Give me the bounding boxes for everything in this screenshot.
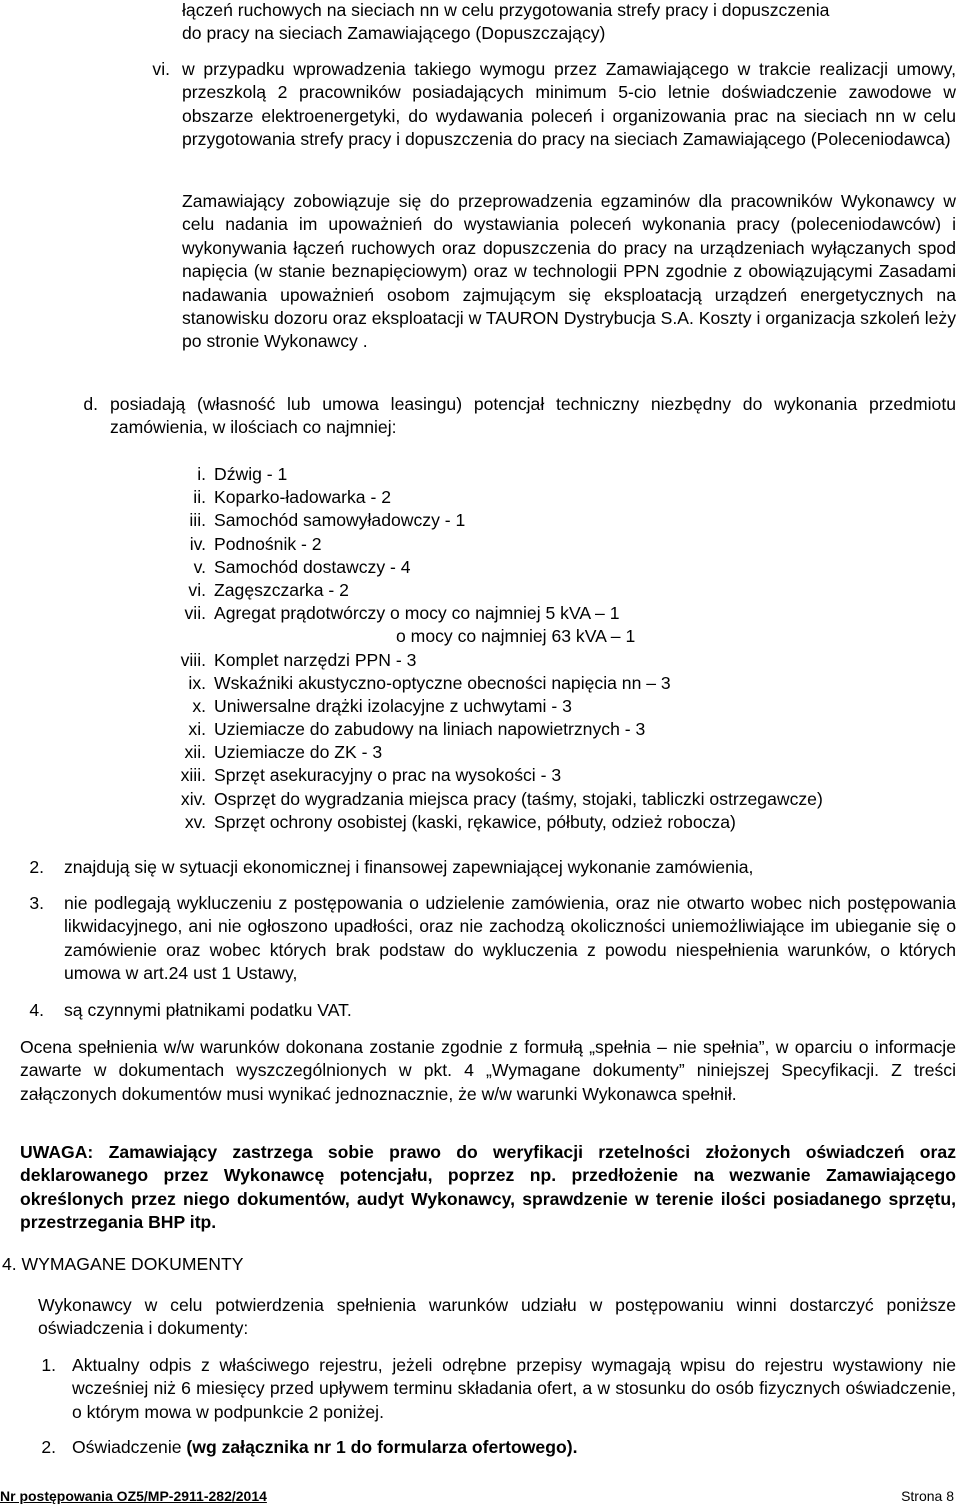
section-intro: Wykonawcy w celu potwierdzenia spełnienia warunków udziału w postępowaniu winni dostarczyć poniższe oświadczenia i dokumenty: <box>38 1295 956 1339</box>
condition-2-number: 2. <box>29 857 44 877</box>
condition-2-text: znajdują się w sytuacji ekonomicznej i finansowej zapewniającej wykonanie zamówienia, <box>64 857 754 877</box>
item-d-text: posiadają (własność lub umowa leasingu) potencjał techniczny niezbędny do wykonania przedmiotu zamówienia, w ilościach co najmniej: <box>110 394 956 438</box>
equipment-row-continuation: o mocy co najmniej 63 kVA – 1 <box>396 626 636 647</box>
document-2-text <box>72 1436 956 1459</box>
item-vi-text: w przypadku wprowadzenia takiego wymogu przez Zamawiającego w trakcie realizacji umowy, przeszkolą 2 pracowników posiadających minimum 5-cio letnie doświadczenie zawodowe w obszarze elektroenergetyki, do wydawania poleceń i organizowania prac na sieciach nn w celu przygotowania strefy pracy i dopuszczenia do pracy na sieciach Zamawiającego (Poleceniodawca) <box>182 59 956 150</box>
document-1-number: 1. <box>41 1355 56 1375</box>
item-vi-label: vi. <box>152 59 170 79</box>
equipment-row: xiii. Sprzęt asekuracyjny o prac na wysokości - 3 <box>180 765 562 786</box>
footer-page-number: Strona 8 <box>901 1488 954 1504</box>
equipment-row: viii. Komplet narzędzi PPN - 3 <box>180 649 417 670</box>
document-2-bold: (wg załącznika nr 1 do formularza ofertowego). <box>186 1437 578 1457</box>
assessment-paragraph: Ocena spełnienia w/w warunków dokonana zostanie zgodnie z formułą „spełnia – nie spełnia”, w oparciu o informacje zawarte w dokumentach wyszczególnionych w pkt. 4 „Wymagane dokumenty” niniejszej Specyfikacji. Z treści załączonych dokumentów musi wynikać jednoznacznie, że w/w warunki Wykonawca spełnił. <box>20 1037 956 1104</box>
obligation-paragraph: Zamawiający zobowiązuje się do przeprowadzenia egzaminów dla pracowników Wykonawcy w celu nadania im upoważnień do wystawiania poleceń wykonania pracy (poleceniodawców) i wykonywania łączeń ruchowych oraz dopuszczenia do pracy na urządzeniach wyłączanych spod napięcia (w stanie beznapięciowym) oraz w technologii PPN zgodnie z obowiązującymi Zasadami nadawania upoważnień osobom zajmującym się eksploatacją urządzeń energetycznych na stanowisku dozoru oraz eksploatacji w TAURON Dystrybucja S.A. Koszty i organizacja szkoleń leży po stronie Wykonawcy . <box>182 191 956 352</box>
section-heading: 4. WYMAGANE DOKUMENTY <box>2 1254 244 1274</box>
condition-3-text: nie podlegają wykluczeniu z postępowania o udzielenie zamówienia, oraz nie otwarto wobec nich postępowania likwidacyjnego, ani nie ogłoszono upadłości, oraz nie zachodzą okoliczności uniemożliwiające im ubieganie się o zamówienie oraz wobec których brak podstaw do wykluczenia z powodu niespełnienia warunków, o których umowa w art.24 ust 1 Ustawy, <box>64 893 956 984</box>
condition-4-number: 4. <box>29 1000 44 1020</box>
equipment-row: xi. Uziemiacze do zabudowy na liniach napowietrznych - 3 <box>188 719 646 740</box>
warning-paragraph: UWAGA: Zamawiający zastrzega sobie prawo do weryfikacji rzetelności złożonych oświadczeń oraz deklarowanego przez Wykonawcę potencjału, poprzez np. przedłożenie na wezwanie Zamawiającego określonych przez niego dokumentów, audyt Wykonawcy, sprawdzenie w terenie ilości posiadanego sprzętu, przestrzegania BHP itp. <box>20 1142 956 1233</box>
document-1-text: Aktualny odpis z właściwego rejestru, jeżeli odrębne przepisy wymagają wpisu do rejestru wystawiony nie wcześniej niż 6 miesięcy przed upływem terminu składania ofert, a w stosunku do osób fizycznych oświadczenie, o którym mowa w podpunkcie 2 poniżej. <box>72 1355 956 1422</box>
equipment-row: v. Samochód dostawczy - 4 <box>193 556 411 577</box>
condition-3-number: 3. <box>29 893 44 913</box>
equipment-row: i. Dźwig - 1 <box>197 464 288 484</box>
equipment-row: vii. Agregat prądotwórczy o mocy co najmniej 5 kVA – 1 <box>184 603 620 624</box>
document-2-number: 2. <box>41 1437 56 1457</box>
item-d-label: d. <box>83 394 98 414</box>
condition-4-text: są czynnymi płatnikami podatku VAT. <box>64 1000 352 1020</box>
continued-item-text <box>182 0 952 46</box>
equipment-row: xiv. Osprzęt do wygradzania miejsca pracy (taśmy, stojaki, tabliczki ostrzegawcze) <box>180 788 823 809</box>
equipment-row: ix. Wskaźniki akustyczno-optyczne obecności napięcia nn – 3 <box>188 672 671 693</box>
equipment-row: xv. Sprzęt ochrony osobistej (kaski, rękawice, półbuty, odzież robocza) <box>184 811 736 832</box>
equipment-row: iii. Samochód samowyładowczy - 1 <box>189 510 466 531</box>
continued-line-1: łączeń ruchowych na sieciach nn w celu przygotowania strefy pracy i dopuszczenia <box>182 0 830 20</box>
continued-line-2: do pracy na sieciach Zamawiającego (Dopuszczający) <box>182 23 606 44</box>
equipment-list <box>150 463 950 834</box>
equipment-row: iv. Podnośnik - 2 <box>189 533 322 554</box>
document-2-plain: Oświadczenie <box>72 1437 187 1457</box>
equipment-row: ii. Koparko-ładowarka - 2 <box>193 487 392 508</box>
equipment-row: vi. Zagęszczarka - 2 <box>188 579 349 600</box>
equipment-row: x. Uniwersalne drążki izolacyjne z uchwytami - 3 <box>192 695 572 716</box>
footer-reference: Nr postępowania OZ5/MP-2911-282/2014 <box>0 1488 267 1504</box>
equipment-row: xii. Uziemiacze do ZK - 3 <box>184 742 383 763</box>
